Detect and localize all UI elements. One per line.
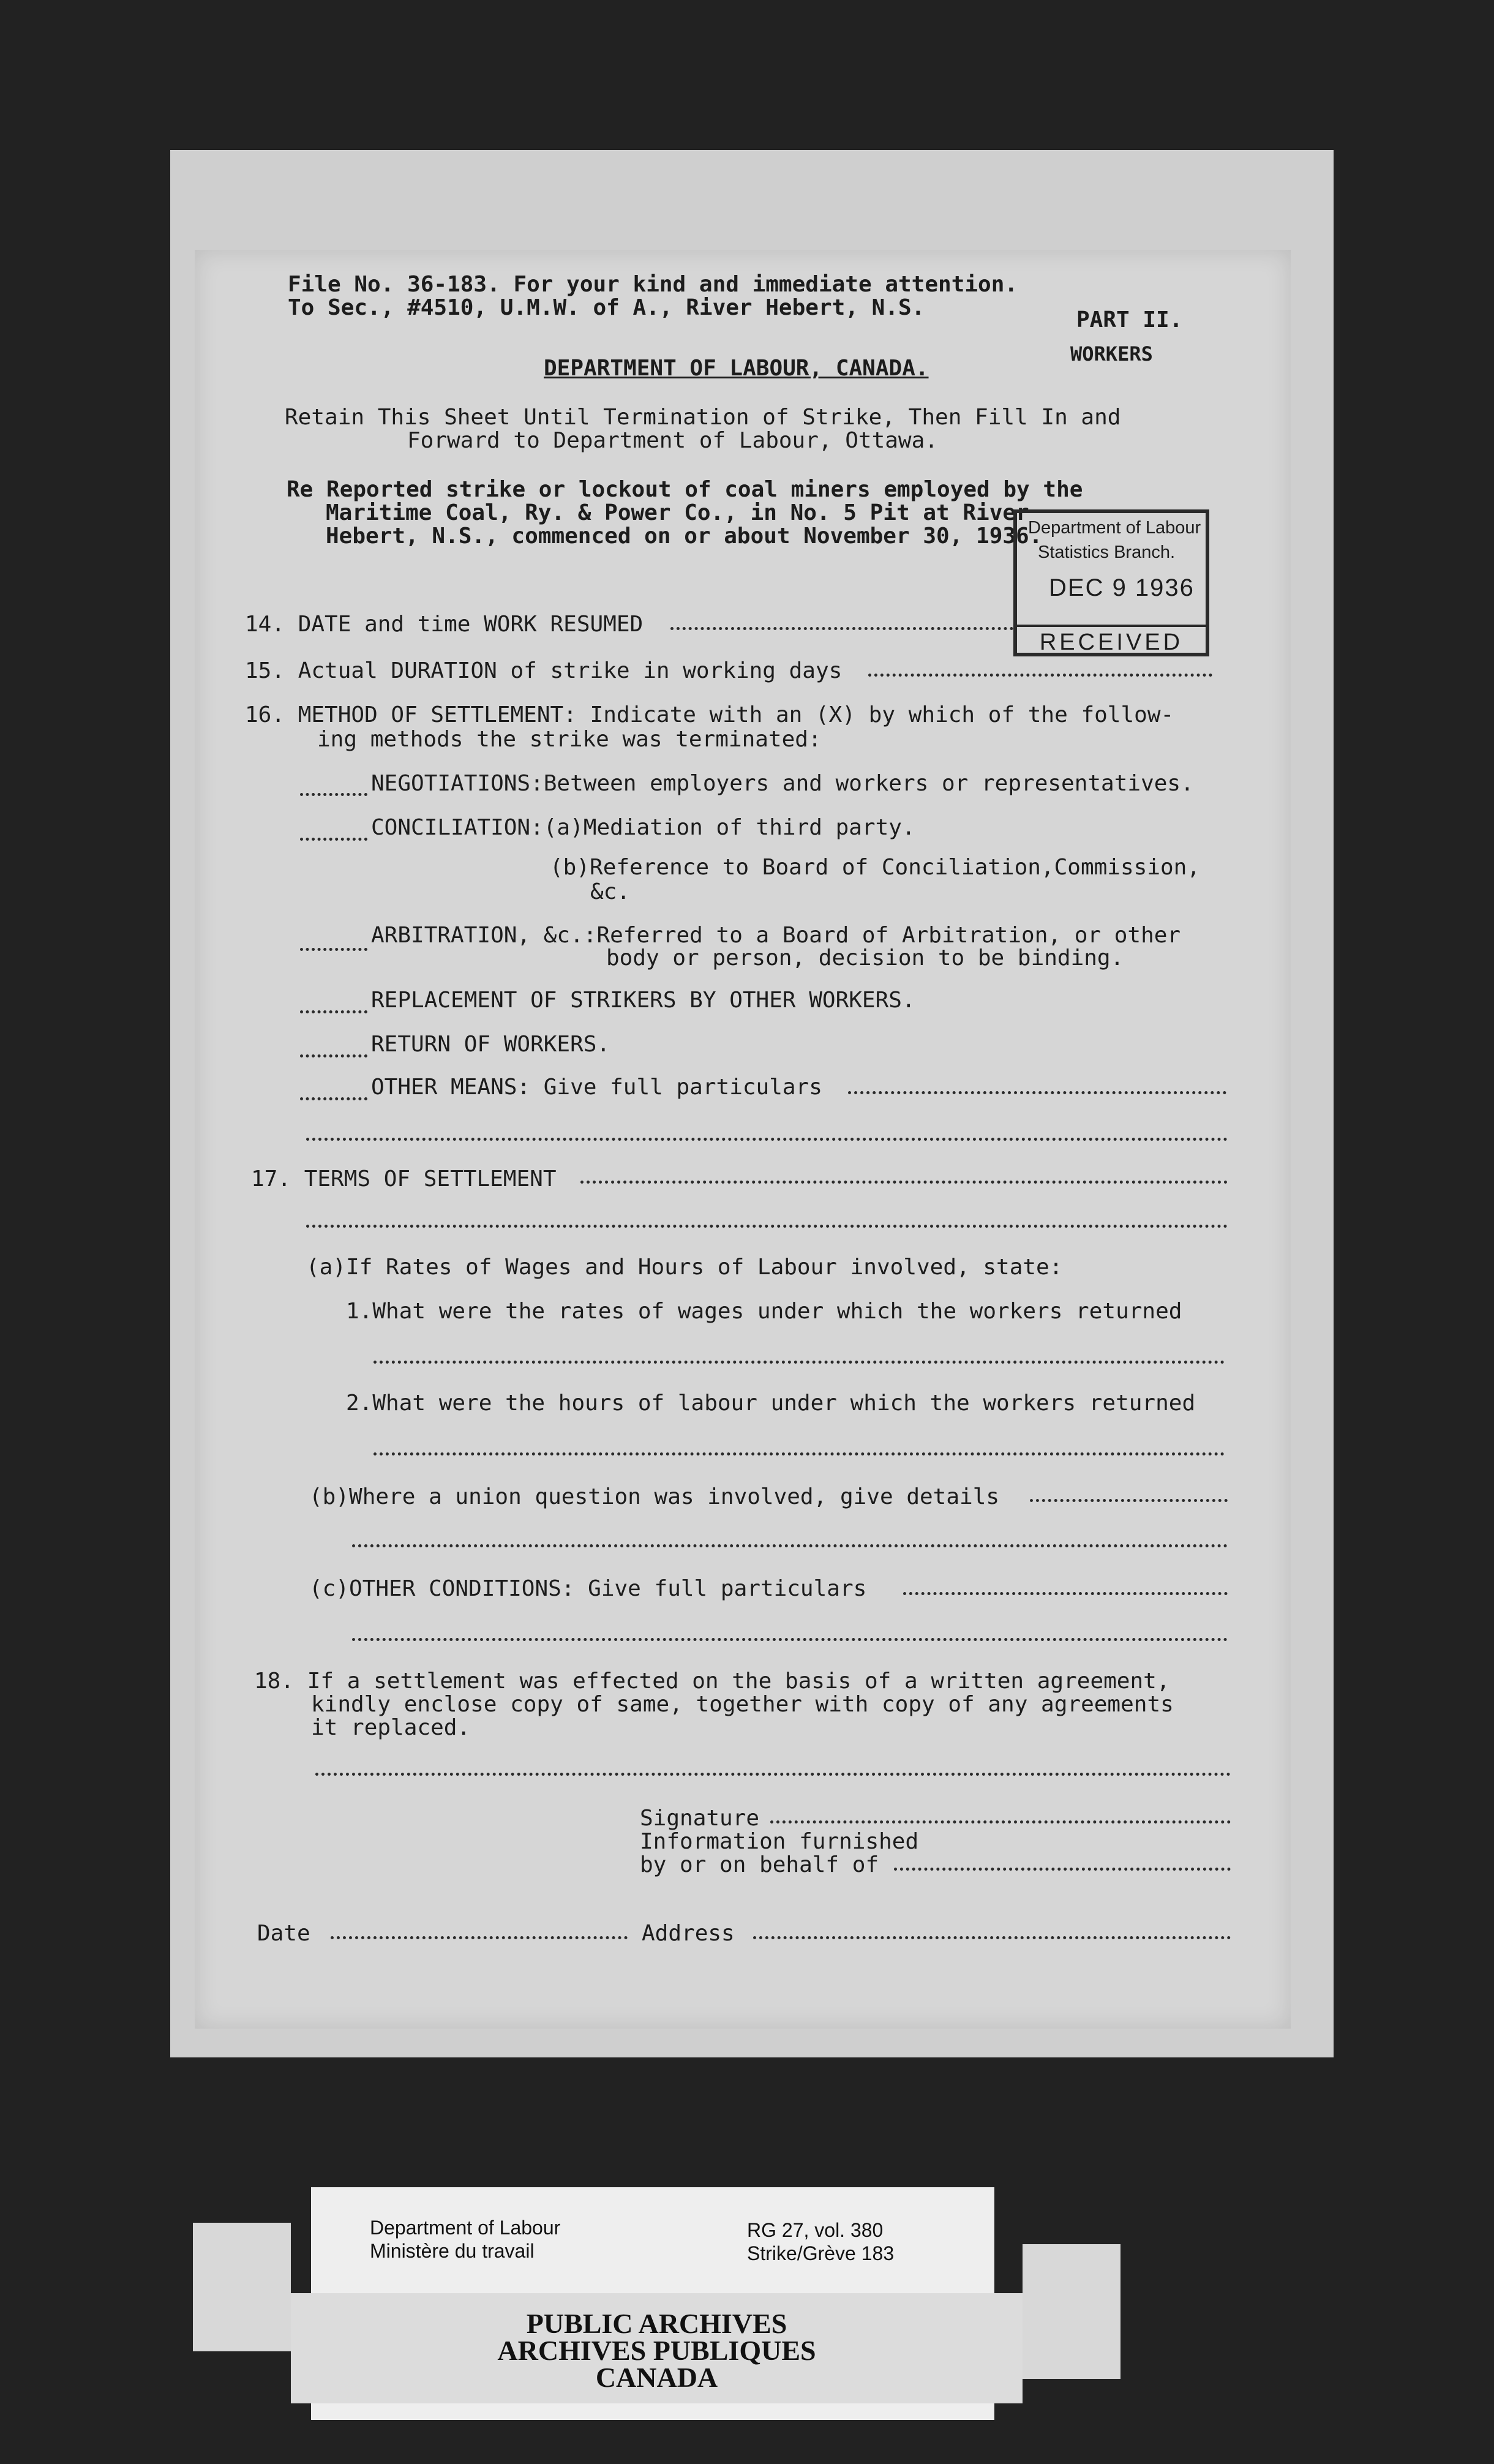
instructions-line-1: Retain This Sheet Until Termination of Strike, Then Fill In and: [285, 405, 1121, 430]
stamp-date: DEC 9 1936: [1049, 574, 1195, 601]
arbitration-checkbox-line: [300, 948, 367, 951]
workers-label: WORKERS: [1070, 342, 1153, 366]
re-line-1: Re Reported strike or lockout of coal miners employed by the: [287, 477, 1083, 502]
q17a2-hours: 2.What were the hours of labour under which the workers returned: [346, 1391, 1196, 1416]
form-title: DEPARTMENT OF LABOUR, CANADA.: [544, 356, 929, 381]
re-line-2: Maritime Coal, Ry. & Power Co., in No. 5 Pit at River: [326, 500, 1029, 525]
on-behalf-of-label: by or on behalf of: [640, 1852, 879, 1877]
return-checkbox-line: [300, 1054, 367, 1057]
q17b-answer-line: [1030, 1499, 1228, 1502]
q16-method-line-2: ing methods the strike was terminated:: [317, 727, 822, 752]
q17a1-answer-line: [374, 1361, 1225, 1364]
negotiations-option: NEGOTIATIONS:Between employers and workers or representatives.: [371, 771, 1194, 796]
conciliation-option-b: (b)Reference to Board of Conciliation,Commission,: [550, 855, 1201, 880]
stamp-branch: Statistics Branch.: [1038, 543, 1176, 562]
conciliation-option-b-cont: &c.: [590, 879, 631, 904]
negotiations-checkbox-line: [300, 793, 367, 796]
instructions-line-2: Forward to Department of Labour, Ottawa.: [407, 428, 938, 453]
q17a-rates-hours: (a)If Rates of Wages and Hours of Labour involved, state:: [306, 1255, 1063, 1280]
arbitration-option: ARBITRATION, &c.:Referred to a Board of Arbitration, or other: [371, 923, 1181, 948]
return-option: RETURN OF WORKERS.: [371, 1032, 610, 1057]
address-label: Address: [642, 1921, 735, 1946]
other-means-checkbox-line: [300, 1097, 367, 1100]
conciliation-option: CONCILIATION:(a)Mediation of third party.: [371, 815, 915, 840]
date-label: Date: [257, 1921, 310, 1946]
q17c-answer-line-2: [352, 1638, 1228, 1641]
archive-dept-en: Department of Labour: [370, 2217, 561, 2239]
address-line: [753, 1936, 1231, 1939]
part-label: PART II.: [1076, 307, 1183, 332]
public-archives-line: PUBLIC ARCHIVES: [526, 2308, 787, 2339]
q17-terms: 17. TERMS OF SETTLEMENT: [251, 1166, 557, 1192]
file-number-line: File No. 36-183. For your kind and immediate attention.: [288, 272, 1018, 297]
q18-answer-line: [315, 1773, 1231, 1776]
q17c-answer-line: [903, 1592, 1228, 1595]
archive-strike-number: Strike/Grève 183: [747, 2242, 895, 2264]
q14-answer-line: [670, 627, 1013, 630]
archive-tab-right: [1023, 2244, 1120, 2379]
other-means-answer-line-2: [306, 1138, 1228, 1141]
re-line-3: Hebert, N.S., commenced on or about November 30, 1936.: [326, 524, 1043, 549]
recipient-line: To Sec., #4510, U.M.W. of A., River Hebert, N.S.: [288, 295, 925, 320]
q14-date-resumed: 14. DATE and time WORK RESUMED: [245, 612, 644, 637]
signature-line: [770, 1820, 1231, 1824]
arbitration-option-cont: body or person, decision to be binding.: [606, 945, 1124, 971]
stamp-department: Department of Labour: [1028, 518, 1201, 538]
info-furnished-label: Information furnished: [640, 1829, 919, 1854]
q17b-answer-line-2: [352, 1544, 1228, 1547]
other-means-answer-line: [848, 1091, 1226, 1094]
q17a1-wages: 1.What were the rates of wages under which the workers returned: [346, 1299, 1182, 1324]
stamp-received: RECEIVED: [1017, 625, 1206, 656]
archive-rg-volume: RG 27, vol. 380: [747, 2219, 884, 2241]
signature-label: Signature: [640, 1806, 760, 1831]
q15-duration: 15. Actual DURATION of strike in working days: [245, 658, 843, 683]
archive-stamp-band: [291, 2293, 1023, 2403]
canada-line: CANADA: [595, 2362, 718, 2393]
q17-answer-line-2: [306, 1225, 1228, 1228]
q17-answer-line: [580, 1181, 1228, 1184]
q18-agreement-line-2: kindly enclose copy of same, together with copy of any agreements: [311, 1692, 1174, 1717]
q18-agreement-line-1: 18. If a settlement was effected on the basis of a written agreement,: [254, 1669, 1170, 1694]
q17b-union: (b)Where a union question was involved, give details: [309, 1484, 1000, 1509]
archive-tab-left: [193, 2223, 291, 2351]
q17a2-answer-line: [374, 1452, 1225, 1455]
replacement-checkbox-line: [300, 1010, 367, 1013]
archive-dept-fr: Ministère du travail: [370, 2240, 535, 2262]
archives-publiques-line: ARCHIVES PUBLIQUES: [497, 2335, 816, 2366]
received-stamp: [1013, 509, 1209, 656]
q16-method-line-1: 16. METHOD OF SETTLEMENT: Indicate with an (X) by which of the follow-: [245, 702, 1174, 727]
conciliation-checkbox-line: [300, 838, 367, 841]
q15-answer-line: [868, 674, 1212, 677]
q17c-other-conditions: (c)OTHER CONDITIONS: Give full particulars: [309, 1576, 867, 1601]
other-means-option: OTHER MEANS: Give full particulars: [371, 1075, 822, 1100]
on-behalf-of-line: [894, 1868, 1231, 1871]
replacement-option: REPLACEMENT OF STRIKERS BY OTHER WORKERS.: [371, 988, 915, 1013]
q18-agreement-line-3: it replaced.: [311, 1715, 471, 1740]
date-line: [331, 1936, 628, 1939]
